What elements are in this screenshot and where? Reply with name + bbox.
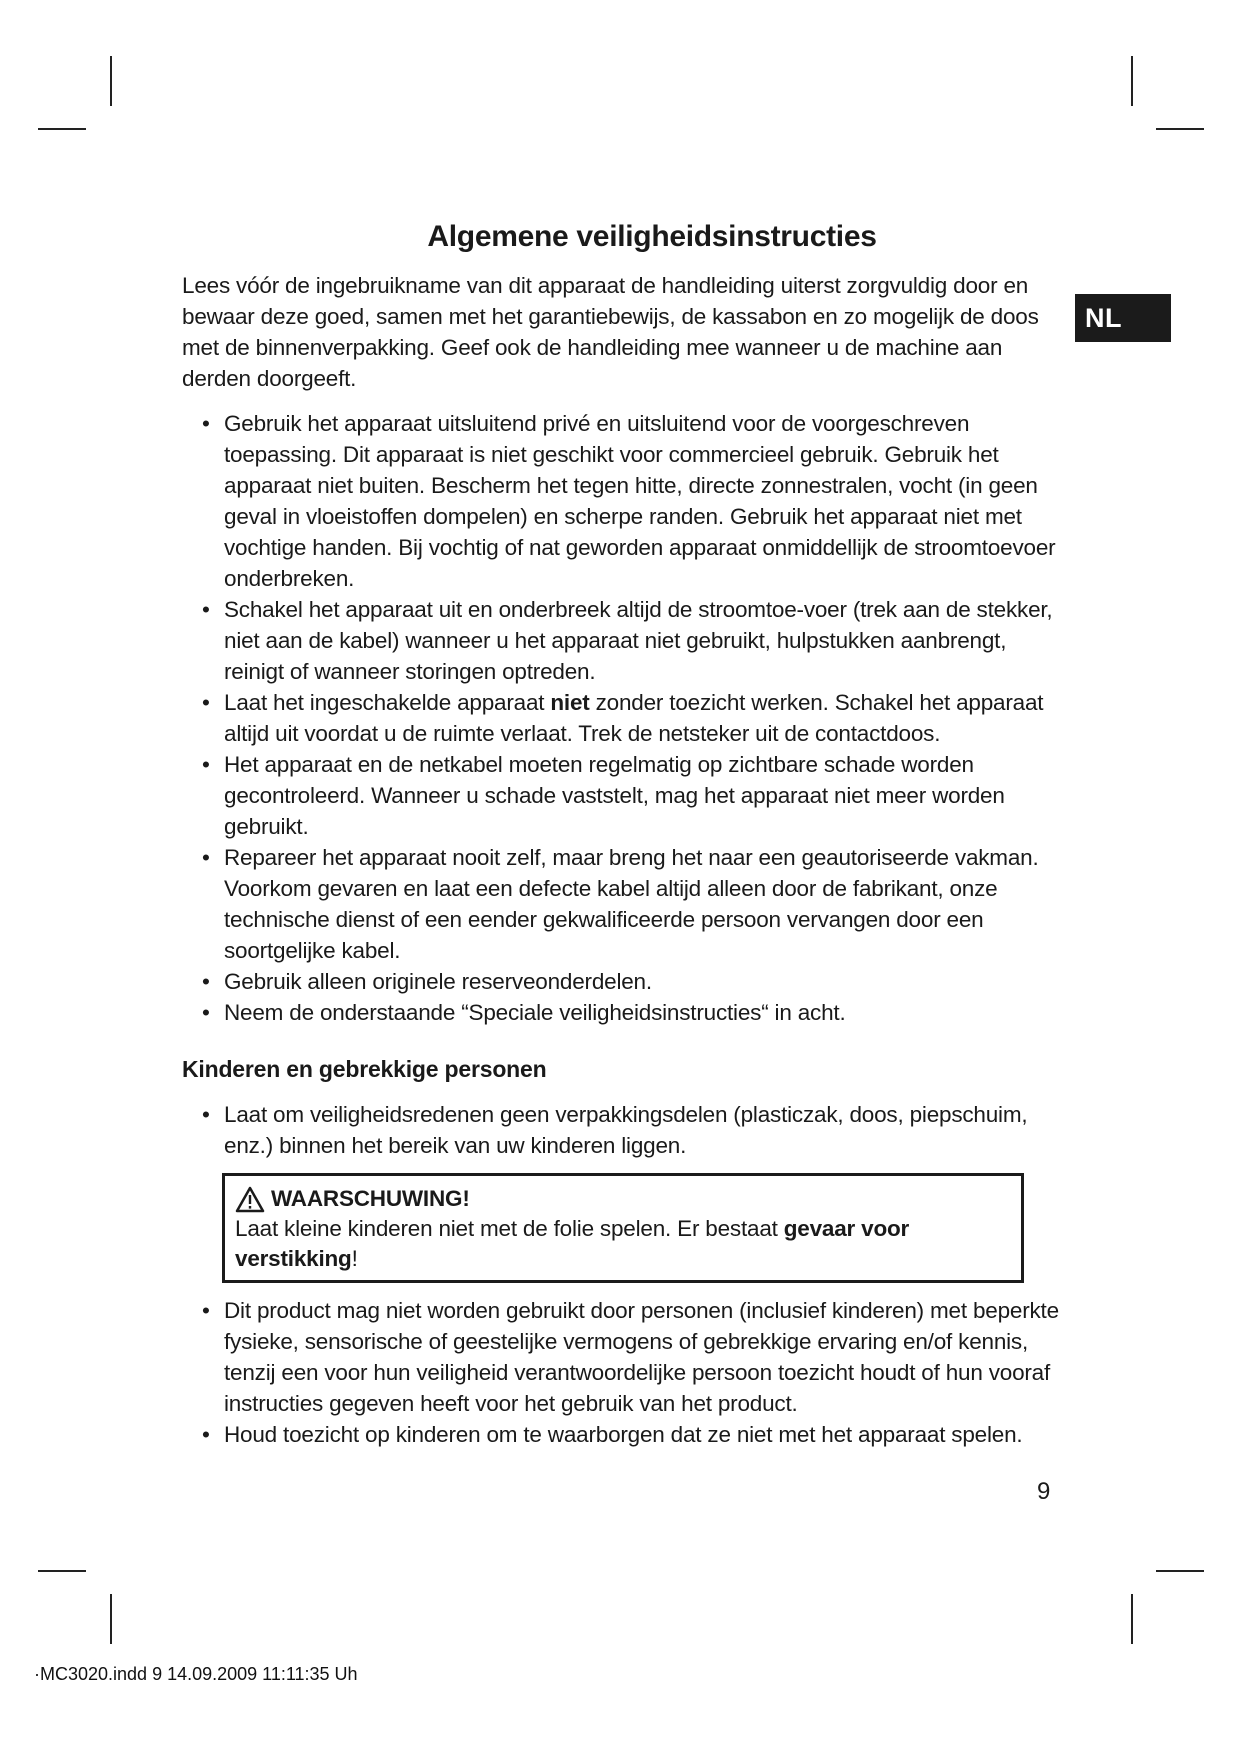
- list-item: • Repareer het apparaat nooit zelf, maar breng het naar een geautoriseerde vakman. Voorkom gevaren en laat een defecte kabel altijd alleen door de fabrikant, onze technische dienst of een eender gekwalificeerde persoon vervangen door een soortgelijke kabel.: [182, 842, 1062, 966]
- children-safety-list: [182, 1099, 1062, 1161]
- bullet-icon: •: [202, 690, 210, 715]
- general-safety-list: [182, 408, 1062, 1028]
- page-number: 9: [1037, 1478, 1051, 1505]
- bullet-icon: •: [202, 1422, 210, 1447]
- list-item: • Gebruik alleen originele reserveonderdelen.: [182, 966, 1062, 997]
- language-tab: NL: [1075, 294, 1171, 342]
- intro-paragraph: Lees vóór de ingebruikname van dit apparaat de handleiding uiterst zorgvuldig door en bewaar deze goed, samen met het garantiebewijs, de kassabon en zo mogelijk de doos met de binnenverpakking. Geef ook de handleiding mee wanneer u de machine aan derden doorgeeft.: [182, 273, 1039, 391]
- page-title: Algemene veiligheidsinstructies: [427, 220, 877, 253]
- list-item: • Laat om veiligheidsredenen geen verpakkingsdelen (plasticzak, doos, piepschuim, enz.) binnen het bereik van uw kinderen liggen.: [182, 1099, 1062, 1161]
- crop-mark-top-right-vertical: [1131, 56, 1133, 106]
- warning-emphasis: gevaar voor verstikking: [235, 1216, 910, 1271]
- print-slug: ·MC3020.indd 9 14.09.2009 11:11:35 Uh: [34, 1664, 358, 1684]
- crop-mark-bottom-left-vertical: [110, 1594, 112, 1644]
- crop-mark-bottom-right-horizontal: [1156, 1570, 1204, 1572]
- bullet-icon: •: [202, 969, 210, 994]
- bullet-icon: •: [202, 597, 210, 622]
- warning-box: [222, 1173, 1024, 1283]
- bullet-icon: •: [202, 752, 210, 777]
- bullet-icon: •: [202, 845, 210, 870]
- warning-text: Laat kleine kinderen niet met de folie spelen. Er bestaat gevaar voor verstikking!: [235, 1216, 910, 1271]
- emphasis-niet: niet: [550, 690, 590, 715]
- warning-title: WAARSCHUWING!: [235, 1184, 1011, 1214]
- bullet-icon: •: [202, 1298, 210, 1323]
- list-item: • Neem de onderstaande “Speciale veiligheidsinstructies“ in acht.: [182, 997, 1062, 1028]
- page-content: [182, 214, 1062, 1450]
- bullet-icon: •: [202, 1102, 210, 1127]
- list-item: • Laat het ingeschakelde apparaat niet zonder toezicht werken. Schakel het apparaat altijd uit voordat u de ruimte verlaat. Trek de netsteker uit de contactdoos.: [182, 687, 1062, 749]
- bullet-icon: •: [202, 1000, 210, 1025]
- body-text: [182, 270, 1062, 1450]
- children-safety-list-continued: [182, 1295, 1062, 1450]
- list-item: • Gebruik het apparaat uitsluitend privé en uitsluitend voor de voorgeschreven toepassing. Dit apparaat is niet geschikt voor commercieel gebruik. Gebruik het apparaat niet buiten. Bescherm het tegen hitte, directe zonnestralen, vocht (in geen geval in vloeistoffen dompelen) en scherpe randen. Gebruik het apparaat niet met vochtige handen. Bij vochtig of nat geworden apparaat onmiddellijk de stroomtoevoer onderbreken.: [182, 408, 1062, 594]
- warning-triangle-icon: [235, 1186, 265, 1213]
- list-item: • Het apparaat en de netkabel moeten regelmatig op zichtbare schade worden gecontroleerd. Wanneer u schade vaststelt, mag het apparaat niet meer worden gebruikt.: [182, 749, 1062, 842]
- crop-mark-top-left-horizontal: [38, 128, 86, 130]
- list-item: • Houd toezicht op kinderen om te waarborgen dat ze niet met het apparaat spelen.: [182, 1419, 1062, 1450]
- crop-mark-top-left-vertical: [110, 56, 112, 106]
- crop-mark-bottom-left-horizontal: [38, 1570, 86, 1572]
- bullet-icon: •: [202, 411, 210, 436]
- list-item: • Dit product mag niet worden gebruikt door personen (inclusief kinderen) met beperkte fysieke, sensorische of geestelijke vermogens of gebrekkige ervaring en/of kennis, tenzij een voor hun veiligheid verantwoordelijke persoon toezicht houdt of hun vooraf instructies gegeven heeft voor het gebruik van het product.: [182, 1295, 1062, 1419]
- section-heading-children: Kinderen en gebrekkige personen: [182, 1056, 547, 1082]
- list-item: • Schakel het apparaat uit en onderbreek altijd de stroomtoe-voer (trek aan de stekker, niet aan de kabel) wanneer u het apparaat niet gebruikt, hulpstukken aanbrengt, reinigt of wanneer storingen optreden.: [182, 594, 1062, 687]
- crop-mark-bottom-right-vertical: [1131, 1594, 1133, 1644]
- crop-mark-top-right-horizontal: [1156, 128, 1204, 130]
